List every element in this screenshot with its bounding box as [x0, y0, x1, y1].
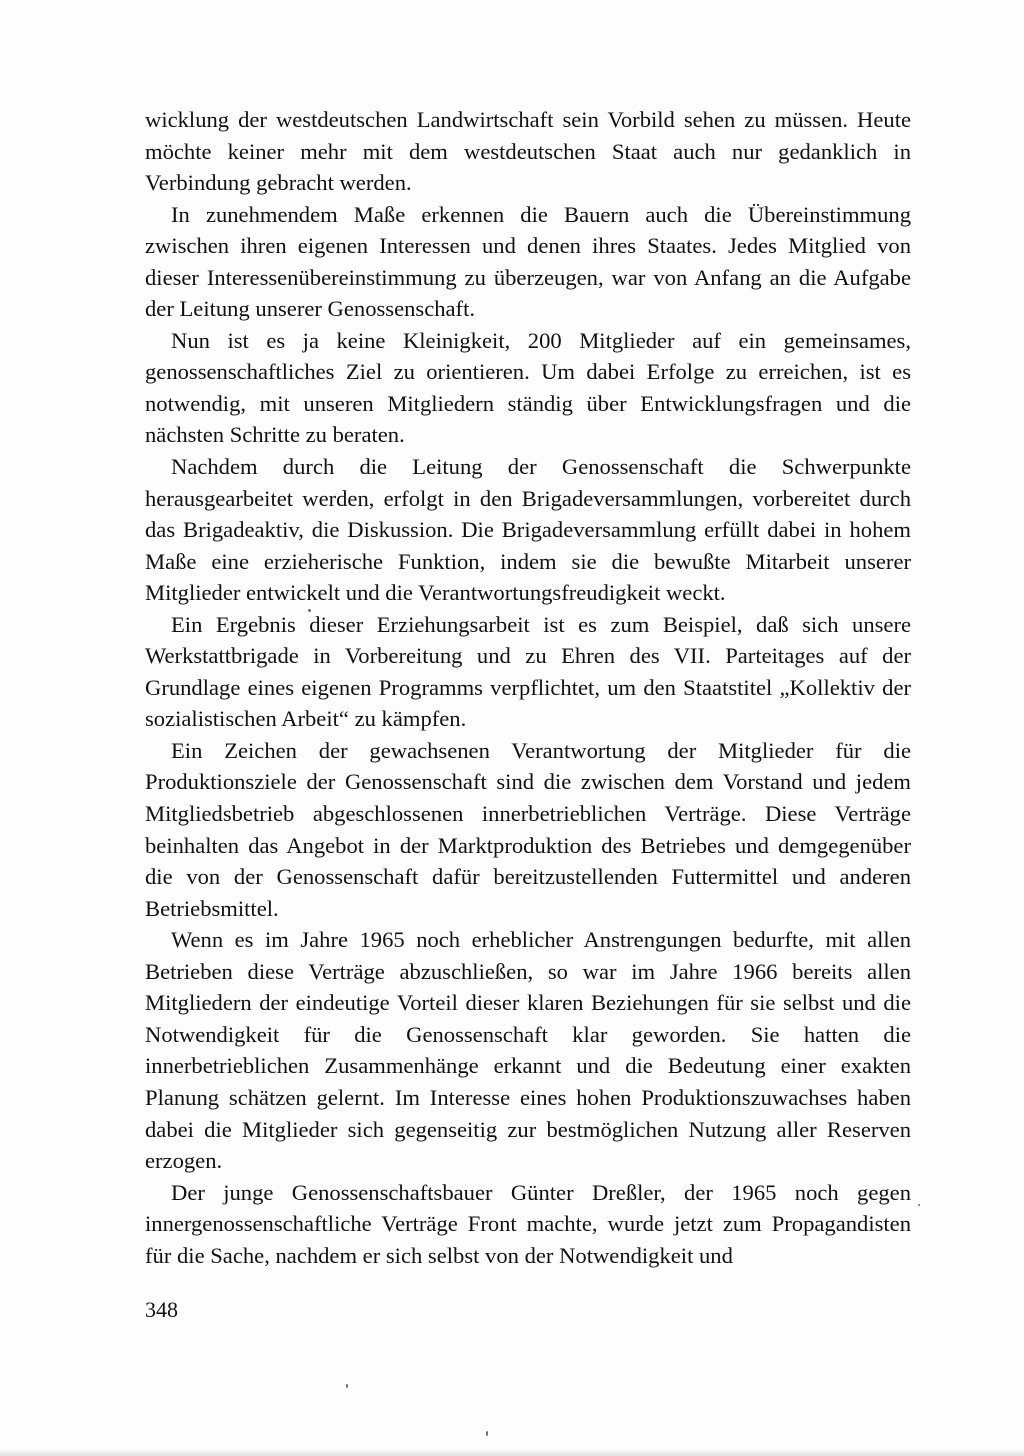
paragraph-6: Ein Zeichen der gewachsenen Verantwortung der Mitglieder für die Produktionsziele der Genossenschaft sind die zwischen dem Vorstand und jedem Mitgliedsbetrieb abgeschlossenen innerbetrieblichen Verträge. Diese Verträge beinhalten das Angebot in der Marktproduktion des Betriebes und demgegenüber die von der Genossenschaft dafür bereitzustellenden Futtermittel und anderen Betriebsmittel.	[145, 737, 911, 921]
scan-speck	[308, 609, 311, 612]
scan-speck	[346, 1384, 348, 1388]
scan-speck	[486, 1431, 488, 1436]
paragraph-3: Nun ist es ja keine Kleinigkeit, 200 Mitglieder auf ein gemeinsames, genossenschaftliches Ziel zu orientieren. Um dabei Erfolge zu erreichen, ist es notwendig, mit unseren Mitgliedern ständig über Entwicklungsfragen und die nächsten Schritte zu beraten.	[145, 327, 911, 448]
paragraph-2: In zunehmendem Maße erkennen die Bauern auch die Übereinstimmung zwischen ihren eigenen Interessen und denen ihres Staates. Jedes Mitglied von dieser Interessenübereinstimmung zu überzeugen, war von Anfang an die Aufgabe der Leitung unserer Genossenschaft.	[145, 201, 911, 322]
scan-speck	[918, 1204, 920, 1206]
page-number: 348	[145, 1297, 178, 1322]
paragraph-5: Ein Ergebnis dieser Erziehungsarbeit ist es zum Beispiel, daß sich unsere Werkstattbrigade in Vorbereitung und zu Ehren des VII. Parteitages auf der Grundlage eines eigenen Programms verpflichtet, um den Staatstitel „Kollektiv der sozialistischen Arbeit“ zu kämpfen.	[145, 611, 911, 732]
body-text	[145, 104, 911, 1271]
paragraph-8: Der junge Genossenschaftsbauer Günter Dreßler, der 1965 noch gegen innergenossenschaftliche Verträge Front machte, wurde jetzt zum Propagandisten für die Sache, nachdem er sich selbst von der Notwendigkeit und	[145, 1179, 911, 1268]
paragraph-1: wicklung der westdeutschen Landwirtschaft sein Vorbild sehen zu müssen. Heute möchte keiner mehr mit dem westdeutschen Staat auch nur gedanklich in Verbindung gebracht werden.	[145, 107, 911, 196]
paragraph-7: Wenn es im Jahre 1965 noch erheblicher Anstrengungen bedurfte, mit allen Betrieben diese Verträge abzuschließen, so war im Jahre 1966 bereits allen Mitgliedern der eindeutige Vorteil dieser klaren Beziehungen für sie selbst und die Notwendigkeit für die Genossenschaft klar geworden. Sie hatten die innerbetrieblichen Zusammenhänge erkannt und die Bedeutung einer exakten Planung schätzen gelernt. Im Interesse eines hohen Produktionszuwachses haben dabei die Mitglieder sich gegenseitig zur bestmöglichen Nutzung aller Reserven erzogen.	[145, 927, 911, 1174]
paragraph-4: Nachdem durch die Leitung der Genossenschaft die Schwerpunkte herausgearbeitet werden, erfolgt in den Brigadeversammlungen, vorbereitet durch das Brigadeaktiv, die Diskussion. Die Brigadeversammlung erfüllt dabei in hohem Maße eine erzieherische Funktion, indem sie die bewußte Mitarbeit unserer Mitglieder entwickelt und die Verantwortungsfreudigkeit weckt.	[145, 454, 911, 606]
scan-bottom-edge	[0, 1449, 1024, 1456]
